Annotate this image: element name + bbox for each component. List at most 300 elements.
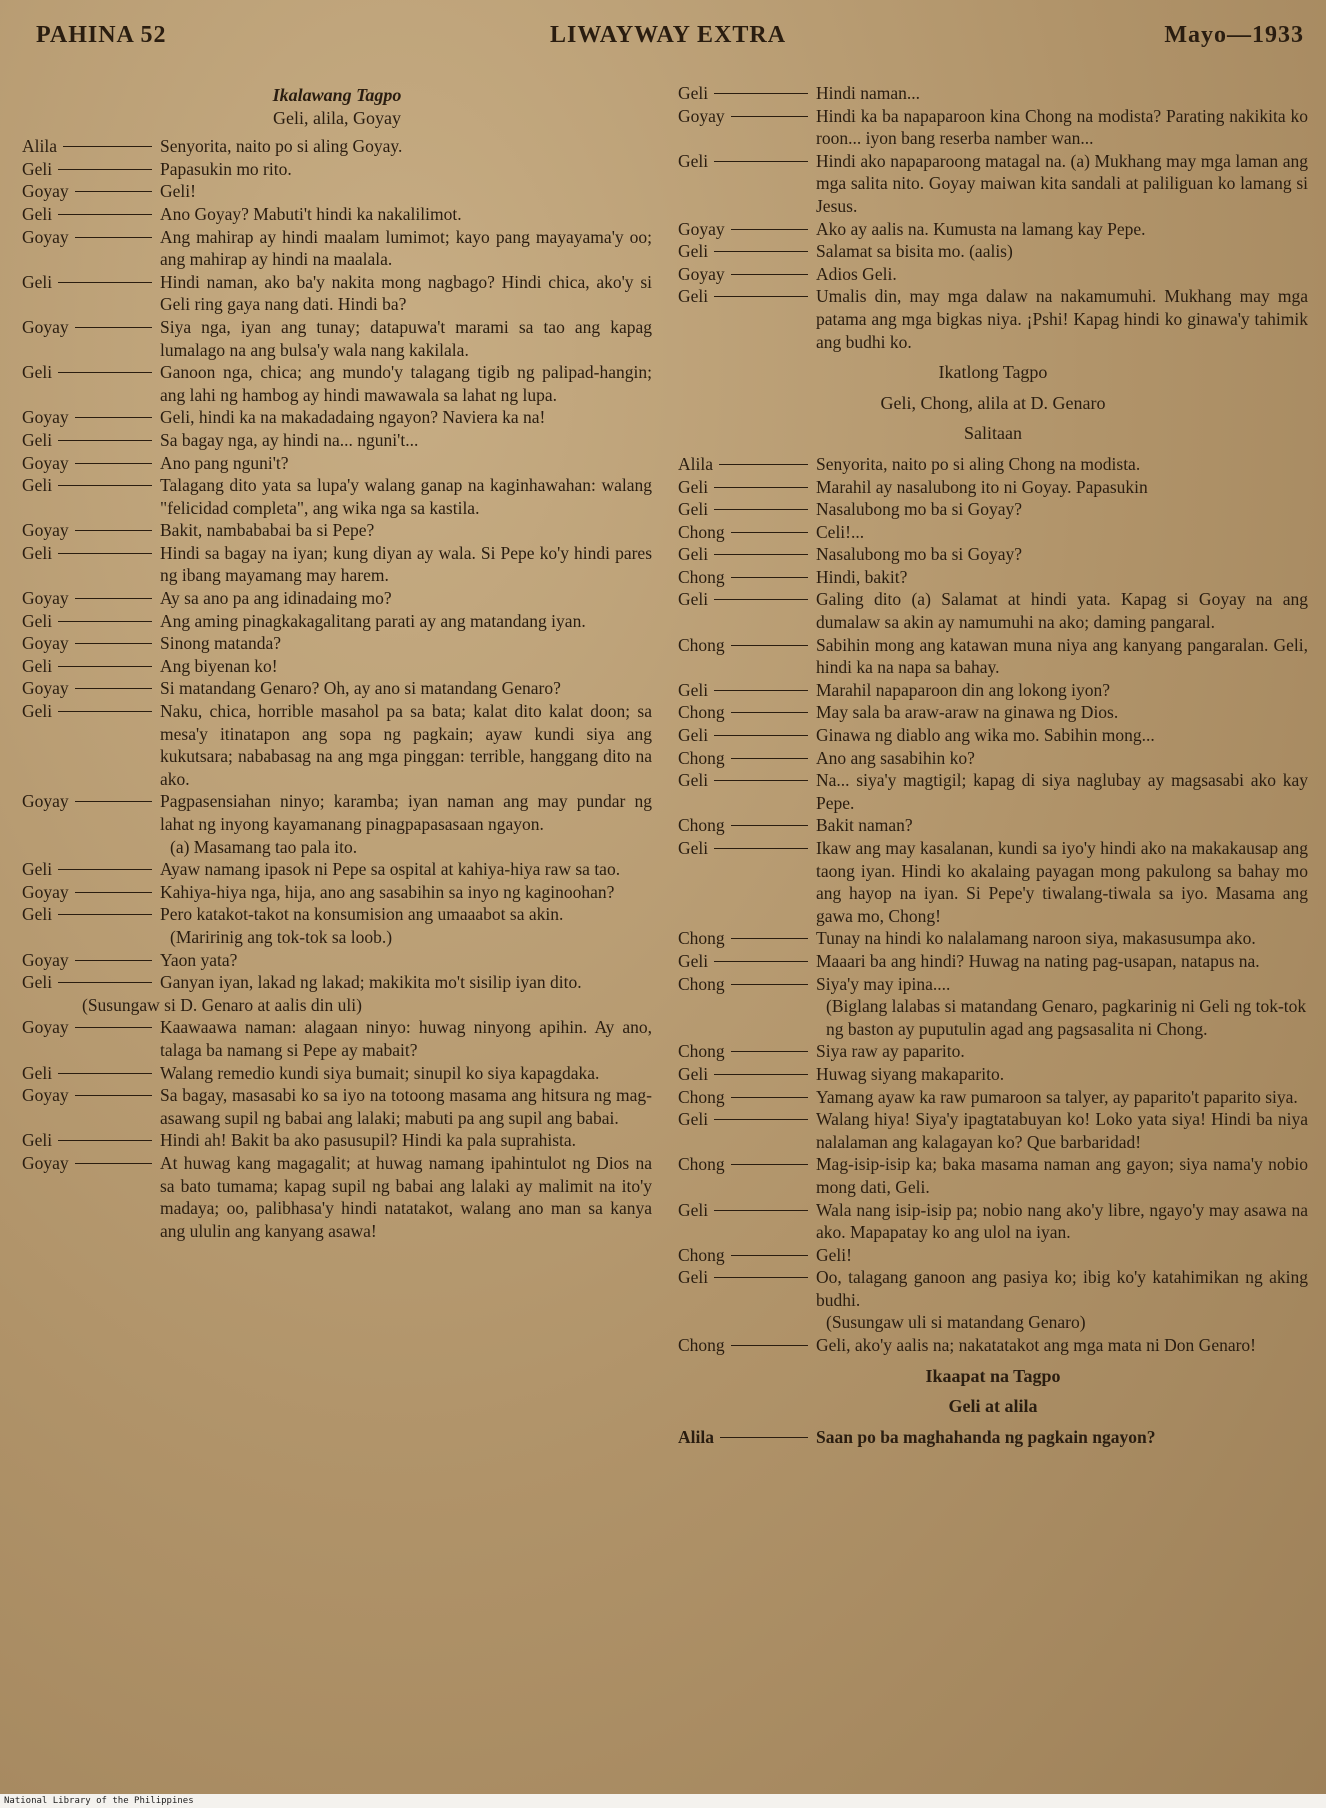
dialogue-line [678,1244,1308,1267]
speaker-dash [75,417,152,418]
dialogue-text: Celi!... [816,521,865,542]
speaker-dash [58,869,152,870]
dialogue-text: Ay sa ano pa ang idinadaing mo? [160,588,392,609]
speaker-name: Goyay [678,105,725,126]
dialogue-line [22,677,652,700]
speaker-name: Geli [678,589,709,610]
speaker-label [678,1040,816,1063]
dialogue-text: Oo, talagang ganoon ang pasiya ko; ibig ko'y katahimikan ng aking budhi. [816,1267,1308,1310]
speaker-name: Chong [678,973,725,994]
speaker-name: Goyay [22,588,69,609]
dialogue-line [22,1016,652,1061]
speaker-label [22,1084,160,1129]
speaker-dash [75,1027,152,1028]
dialogue-text: Hindi sa bagay na iyan; kung diyan ay wala. Si Pepe ko'y hindi pares ng ibang mayamang may harem. [160,542,652,586]
left-column [22,82,652,1242]
speaker-label [678,240,816,263]
speaker-label [678,1266,816,1311]
dialogue-text: Papasukin mo rito. [160,158,292,179]
speaker-dash [714,735,808,736]
dialogue-text: Ano Goyay? Mabuti't hindi ka nakalilimot. [160,203,462,224]
dialogue-line [678,1063,1308,1086]
speaker-dash [58,214,152,215]
dialogue-text: Hindi ka ba napaparoon kina Chong na modista? Parating nakikita ko roon... iyon bang reserba namber wan... [816,105,1308,149]
speaker-name: Geli [22,1130,53,1151]
speaker-label [22,135,160,158]
dialogue-line [678,521,1308,544]
dialogue-text: Hindi naman... [816,83,921,103]
dialogue-text: Geli! [816,1244,852,1265]
dialogue-line [22,474,652,519]
speaker-dash [75,960,152,961]
speaker-name: Chong [678,1335,725,1356]
dialogue-list [678,1426,1308,1449]
speaker-label [22,677,160,700]
speaker-name: Geli [22,475,53,496]
dialogue-text: Ayaw namang ipasok ni Pepe sa ospital at kahiya-hiya raw sa tao. [160,859,621,880]
speaker-dash [714,296,808,297]
dialogue-line [678,105,1308,150]
speaker-label [22,474,160,519]
issue-date: Mayo—1933 [1164,22,1304,48]
speaker-label [678,927,816,950]
stage-direction: (Maririnig ang tok-tok sa loob.) [170,926,393,947]
speaker-dash [75,643,152,644]
speaker-dash [714,1119,808,1120]
dialogue-line [22,135,652,158]
dialogue-line [678,724,1308,747]
speaker-name: Goyay [22,1017,69,1038]
dialogue-text: Pero katakot-takot na konsumision ang umaaabot sa akin. [160,904,564,925]
speaker-label [22,180,160,203]
speaker-label [678,747,816,770]
dialogue-text: Bakit naman? [816,815,913,836]
dialogue-text: At huwag kang magagalit; at huwag namang ipahintulot ng Dios na sa bato tumama; kapag supil ng babai ang lalaki ay malimit na ito'y madaya; oo, palibhasa'y hindi natatakot, walang ano man sa kanya ang ululin ang kanyang asawa! [160,1152,652,1241]
speaker-name: Geli [678,950,709,971]
dialogue-line [678,82,1308,105]
speaker-dash [58,621,152,622]
speaker-dash [714,848,808,849]
speaker-label [678,1426,816,1449]
speaker-dash [731,1345,808,1346]
speaker-name: Chong [678,634,725,655]
dialogue-line [678,634,1308,679]
dialogue-line [22,271,652,316]
dialogue-line [678,285,1308,353]
speaker-dash [714,961,808,962]
speaker-name: Geli [678,476,709,497]
speaker-dash [731,645,808,646]
speaker-name: Geli [678,1109,709,1130]
speaker-name: Goyay [22,881,69,902]
dialogue-line [22,1062,652,1085]
speaker-dash [731,1051,808,1052]
speaker-dash [58,485,152,486]
dialogue-text: Geli, ako'y aalis na; nakatatakot ang mga mata ni Don Genaro! [816,1335,1257,1356]
dialogue-line [678,950,1308,973]
speaker-name: Geli [22,610,53,631]
speaker-dash [731,825,808,826]
dialogue-text: Sabihin mong ang katawan muna niya ang kanyang pangaralan. Geli, hindi ka na napa sa bahay. [816,634,1308,678]
stage-direction: (Biglang lalabas si matandang Genaro, pagkarinig ni Geli ng tok-tok ng baston ay puputulin agad ang pagsasalita ni Chong. [826,996,1307,1039]
dialogue-text: Saan po ba maghahanda ng pagkain ngayon? [816,1426,1156,1447]
dialogue-text: Siya raw ay paparito. [816,1041,965,1062]
speaker-dash [58,914,152,915]
dialogue-text: Ako ay aalis na. Kumusta na lamang kay Pepe. [816,218,1146,239]
dialogue-text: Hindi ah! Bakit ba ako pasusupil? Hindi ka pala suprahista. [160,1130,577,1151]
dialogue-text: Huwag siyang makaparito. [816,1063,1005,1084]
speaker-label [22,226,160,271]
speaker-dash [714,780,808,781]
dialogue-list [678,82,1308,353]
dialogue-list [678,453,1308,1357]
dialogue-text: Umalis din, may mga dalaw na nakamumuhi. Mukhang may mga patama ang mga bigkas niya. ¡Pshi! Kapag hindi ko ginawa'y tahimik ang budhi ko. [816,286,1308,352]
speaker-dash [731,758,808,759]
dialogue-text: Ikaw ang may kasalanan, kundi sa iyo'y hindi ako na makakausap ang taong iyan. Hindi ko akalaing payagan mong pakulong sa bahay mo ang hayop na iyan. Si Pepe'y tiwalang-tiwala sa iyo. Masama ang gawa mo, Chong! [816,838,1308,926]
speaker-name: Geli [678,544,709,565]
speaker-label [22,971,160,994]
speaker-label [22,632,160,655]
dialogue-text: Ang aming pinagkakagalitang parati ay ang matandang iyan. [160,610,586,631]
right-column [678,82,1308,1448]
speaker-label [678,82,816,105]
dialogue-text: Yamang ayaw ka raw pumaroon sa talyer, ay paparito't paparito siya. [816,1086,1298,1107]
speaker-dash [75,1163,152,1164]
dialogue-line [678,927,1308,950]
dialogue-line [678,1266,1308,1311]
speaker-label [22,700,160,790]
speaker-dash [714,1074,808,1075]
speaker-dash [75,598,152,599]
speaker-label [678,543,816,566]
speaker-label [22,158,160,181]
dialogue-text: Si matandang Genaro? Oh, ay ano si matandang Genaro? [160,678,561,699]
speaker-label [22,790,160,835]
speaker-label [678,498,816,521]
dialogue-line [678,588,1308,633]
speaker-label [22,610,160,633]
speaker-label [678,769,816,814]
dialogue-line [678,150,1308,218]
dialogue-line [678,1086,1308,1109]
speaker-dash [75,1095,152,1096]
speaker-dash [63,146,152,147]
speaker-name: Chong [678,1086,725,1107]
speaker-name: Geli [22,362,53,383]
speaker-dash [731,1255,808,1256]
dialogue-line [22,587,652,610]
dialogue-text: Salamat sa bisita mo. (aalis) [816,241,1013,262]
speaker-dash [58,372,152,373]
speaker-name: Goyay [22,181,69,202]
speaker-dash [75,688,152,689]
dialogue-text: Sa bagay, masasabi ko sa iyo na totoong masama ang hitsura ng mag-asawang supil ng babai ang lalaki; mabuti pa ang supil ang babai. [160,1085,652,1128]
speaker-name: Geli [22,158,53,179]
speaker-dash [58,553,152,554]
speaker-label [678,679,816,702]
speaker-dash [58,711,152,712]
dialogue-line [678,701,1308,724]
dialogue-text: Ganoon nga, chica; ang mundo'y talagang tigib ng palipad-hangin; ang lahi ng hambog ay hindi mawawala sa lahat ng lupa. [160,362,652,405]
dialogue-text: Maaari ba ang hindi? Huwag na nating pag-usapan, natapus na. [816,950,1260,971]
speaker-label [22,542,160,587]
dialogue-text: Walang remedio kundi siya bumait; sinupil ko siya kapagdaka. [160,1062,600,1083]
dialogue-line [678,476,1308,499]
speaker-name: Geli [22,859,53,880]
dialogue-line [22,903,652,926]
speaker-label [678,1199,816,1244]
dialogue-text: Siya nga, iyan ang tunay; datapuwa't marami sa tao ang kapag lumalago na ang bulsa'y wala nang kakilala. [160,316,652,360]
speaker-label [22,406,160,429]
speaker-name: Chong [678,928,725,949]
speaker-dash [75,463,152,464]
speaker-name: Geli [678,679,709,700]
speaker-name: Geli [22,542,53,563]
speaker-label [22,1016,160,1061]
speaker-dash [58,169,152,170]
speaker-dash [714,599,808,600]
speaker-name: Goyay [22,520,69,541]
speaker-label [678,1334,816,1357]
dialogue-text: Hindi ako napaparoong matagal na. (a) Mukhang may mga laman ang mga salita nito. Goyay maiwan kita sandali at paliliguan ko lamang si Jesus. [816,150,1308,216]
dialogue-line [22,655,652,678]
dialogue-line [22,790,652,835]
speaker-name: Goyay [22,949,69,970]
speaker-dash [731,712,808,713]
dialogue-text: Ano pang nguni't? [160,452,289,473]
speaker-label [678,476,816,499]
speaker-dash [58,982,152,983]
dialogue-line [678,218,1308,241]
speaker-dash [75,892,152,893]
dialogue-text: Naku, chica, horrible masahol pa sa bata; kalat dito kalat doon; sa mesa'y itinatapon ang sopa ng pagkain; ayaw kundi siya ang kukutsara; nababasag na ang mga pinggan: terrible, hanggang dito na ako. [160,701,652,789]
dialogue-line [678,679,1308,702]
dialogue-line [678,747,1308,770]
speaker-name: Goyay [22,1085,69,1106]
speaker-name: Goyay [22,452,69,473]
dialogue-text: Ginawa ng diablo ang wika mo. Sabihin mong... [816,725,1155,746]
speaker-name: Geli [22,429,53,450]
stage-direction: (Susungaw si D. Genaro at aalis din uli) [82,994,362,1015]
speaker-name: Geli [678,1199,709,1220]
speaker-dash [75,327,152,328]
dialogue-line [678,543,1308,566]
magazine-title: LIWAYWAY EXTRA [550,22,787,48]
page-number: PAHINA 52 [36,22,167,48]
speaker-name: Goyay [22,791,69,812]
speaker-name: Chong [678,521,725,542]
speaker-name: Geli [678,499,709,520]
dialogue-text: Mag-isip-isip ka; baka masama naman ang gayon; siya nama'y nobio mong dati, Geli. [816,1154,1308,1197]
speaker-dash [714,161,808,162]
dialogue-text: Kaawaawa naman: alagaan ninyo: huwag ninyong apihin. Ay ano, talaga ba namang si Pepe ay mabait? [160,1017,652,1060]
speaker-dash [58,1073,152,1074]
speaker-label [678,950,816,973]
speaker-name: Chong [678,566,725,587]
speaker-label [678,701,816,724]
dialogue-line [22,158,652,181]
dialogue-text: Senyorita, naito po si aling Goyay. [160,136,403,157]
dialogue-line [678,769,1308,814]
dialogue-line [22,316,652,361]
dialogue-text: Marahil napaparoon din ang lokong iyon? [816,679,1111,700]
speaker-dash [714,554,808,555]
speaker-name: Alila [22,136,57,157]
speaker-dash [58,440,152,441]
speaker-dash [714,690,808,691]
dialogue-text: Siya'y may ipina.... [816,973,951,994]
dialogue-text: Adios Geli. [816,263,897,284]
speaker-label [22,858,160,881]
speaker-label [678,837,816,927]
speaker-dash [58,1140,152,1141]
speaker-label [22,203,160,226]
speaker-label [22,271,160,316]
speaker-label [678,150,816,218]
library-credit: National Library of the Philippines [4,1796,194,1806]
speaker-label [22,587,160,610]
speaker-label [678,285,816,353]
dialogue-line [22,881,652,904]
dialogue-text: Sa bagay nga, ay hindi na... nguni't... [160,429,419,450]
speaker-dash [714,93,808,94]
speaker-label [22,361,160,406]
speaker-label [22,1152,160,1242]
speaker-label [22,1062,160,1085]
dialogue-line [22,519,652,542]
dialogue-text: Tunay na hindi ko nalalamang naroon siya, makasusumpa ako. [816,928,1256,949]
speaker-dash [75,191,152,192]
dialogue-line [678,240,1308,263]
speaker-name: Geli [678,1267,709,1288]
speaker-label [22,903,160,926]
dialogue-line [678,1153,1308,1198]
dialogue-line [22,226,652,271]
dialogue-text: Talagang dito yata sa lupa'y walang ganap na kaginhawahan: walang "felicidad completa", ang wika nga sa kastila. [160,475,652,518]
speaker-dash [731,274,808,275]
speaker-dash [714,1210,808,1211]
speaker-name: Chong [678,1154,725,1175]
dialogue-text: Na... siya'y magtigil; kapag di siya naglubay ay magsasabi ako kay Pepe. [816,770,1308,813]
speaker-label [678,724,816,747]
dialogue-line [678,263,1308,286]
speaker-name: Geli [678,725,709,746]
dialogue-text: Senyorita, naito po si aling Chong na modista. [816,453,1141,474]
speaker-dash [75,530,152,531]
speaker-dash [719,464,808,465]
dialogue-line [22,1152,652,1242]
speaker-name: Geli [22,203,53,224]
speaker-label [678,1108,816,1153]
scene-cast: Geli, alila, Goyay [273,107,401,128]
speaker-dash [58,666,152,667]
dialogue-line [22,1129,652,1152]
speaker-name: Goyay [22,1152,69,1173]
stage-direction: (Susungaw uli si matandang Genaro) [826,1312,1086,1333]
speaker-dash [714,1277,808,1278]
speaker-name: Goyay [22,316,69,337]
speaker-name: Geli [678,83,709,103]
speaker-name: Alila [678,1426,714,1447]
speaker-name: Geli [22,972,53,993]
speaker-name: Geli [22,701,53,722]
speaker-dash [75,237,152,238]
dialogue-text: Pagpasensiahan ninyo; karamba; iyan naman ang may pundar ng lahat ng inyong kayamanang pinagpapasasaan ngayon. [160,791,652,834]
speaker-label [22,316,160,361]
speaker-label [22,655,160,678]
speaker-label [678,521,816,544]
dialogue-text: Ganyan iyan, lakad ng lakad; makikita mo't sisilip iyan dito. [160,972,582,993]
dialogue-line [22,406,652,429]
dialogue-line [22,452,652,475]
speaker-name: Geli [678,1063,709,1084]
dialogue-line [22,361,652,406]
scene-cast: Geli at alila [948,1396,1038,1417]
speaker-name: Goyay [22,633,69,654]
speaker-name: Goyay [678,263,725,284]
stage-direction: (a) Masamang tao pala ito. [170,836,358,857]
speaker-dash [58,282,152,283]
speaker-label [678,1086,816,1109]
speaker-label [678,105,816,150]
dialogue-line [22,971,652,994]
dialogue-text: Galing dito (a) Salamat at hindi yata. Kapag si Goyay na ang dumalaw sa akin ay namumuhi na ako; daming pangaral. [816,589,1308,633]
speaker-label [22,519,160,542]
speaker-dash [75,801,152,802]
page-header [30,22,1310,58]
dialogue-line [22,632,652,655]
dialogue-text: Ang mahirap ay hindi maalam lumimot; kayo pang mayayama'y oo; ang mahirap ay hindi na maalala. [160,226,652,270]
dialogue-line [22,949,652,972]
dialogue-line [678,453,1308,476]
dialogue-text: Marahil ay nasalubong ito ni Goyay. Papasukin [816,476,1148,497]
dialogue-line [22,429,652,452]
speaker-dash [731,984,808,985]
scene-title: Ikaapat na Tagpo [925,1365,1061,1386]
dialogue-line [678,498,1308,521]
dialogue-text: Walang hiya! Siya'y ipagtatabuyan ko! Loko yata siya! Hindi ba niya nalalaman ang kalagayan ko? Que barbaridad! [816,1109,1308,1152]
dialogue-text: Nasalubong mo ba si Goyay? [816,499,1023,520]
speaker-name: Goyay [22,226,69,247]
speaker-dash [731,532,808,533]
speaker-dash [714,509,808,510]
dialogue-text: Wala nang isip-isip pa; nobio nang ako'y libre, ngayo'y may asawa na ako. Mapapatay ko ang ulol na iyan. [816,1199,1308,1243]
speaker-label [678,566,816,589]
dialogue-text: Hindi naman, ako ba'y nakita mong nagbago? Hindi chica, ako'y si Geli ring gaya nang dati. Hindi ba? [160,271,652,315]
speaker-dash [731,1164,808,1165]
dialogue-line [678,566,1308,589]
speaker-dash [731,938,808,939]
dialogue-text: Ang biyenan ko! [160,655,278,676]
dialogue-line [678,814,1308,837]
speaker-name: Geli [22,271,53,292]
speaker-name: Chong [678,1041,725,1062]
speaker-label [678,634,816,679]
dialogue-text: Nasalubong mo ba si Goyay? [816,544,1023,565]
speaker-name: Geli [22,655,53,676]
speaker-name: Geli [678,150,709,171]
dialogue-line [678,1108,1308,1153]
speaker-label [678,588,816,633]
speaker-dash [731,577,808,578]
dialogue-line [22,203,652,226]
speaker-label [678,263,816,286]
speaker-name: Geli [678,286,709,307]
speaker-label [678,1244,816,1267]
dialogue-line [22,610,652,633]
footer-strip [0,1794,1326,1808]
speaker-label [22,1129,160,1152]
